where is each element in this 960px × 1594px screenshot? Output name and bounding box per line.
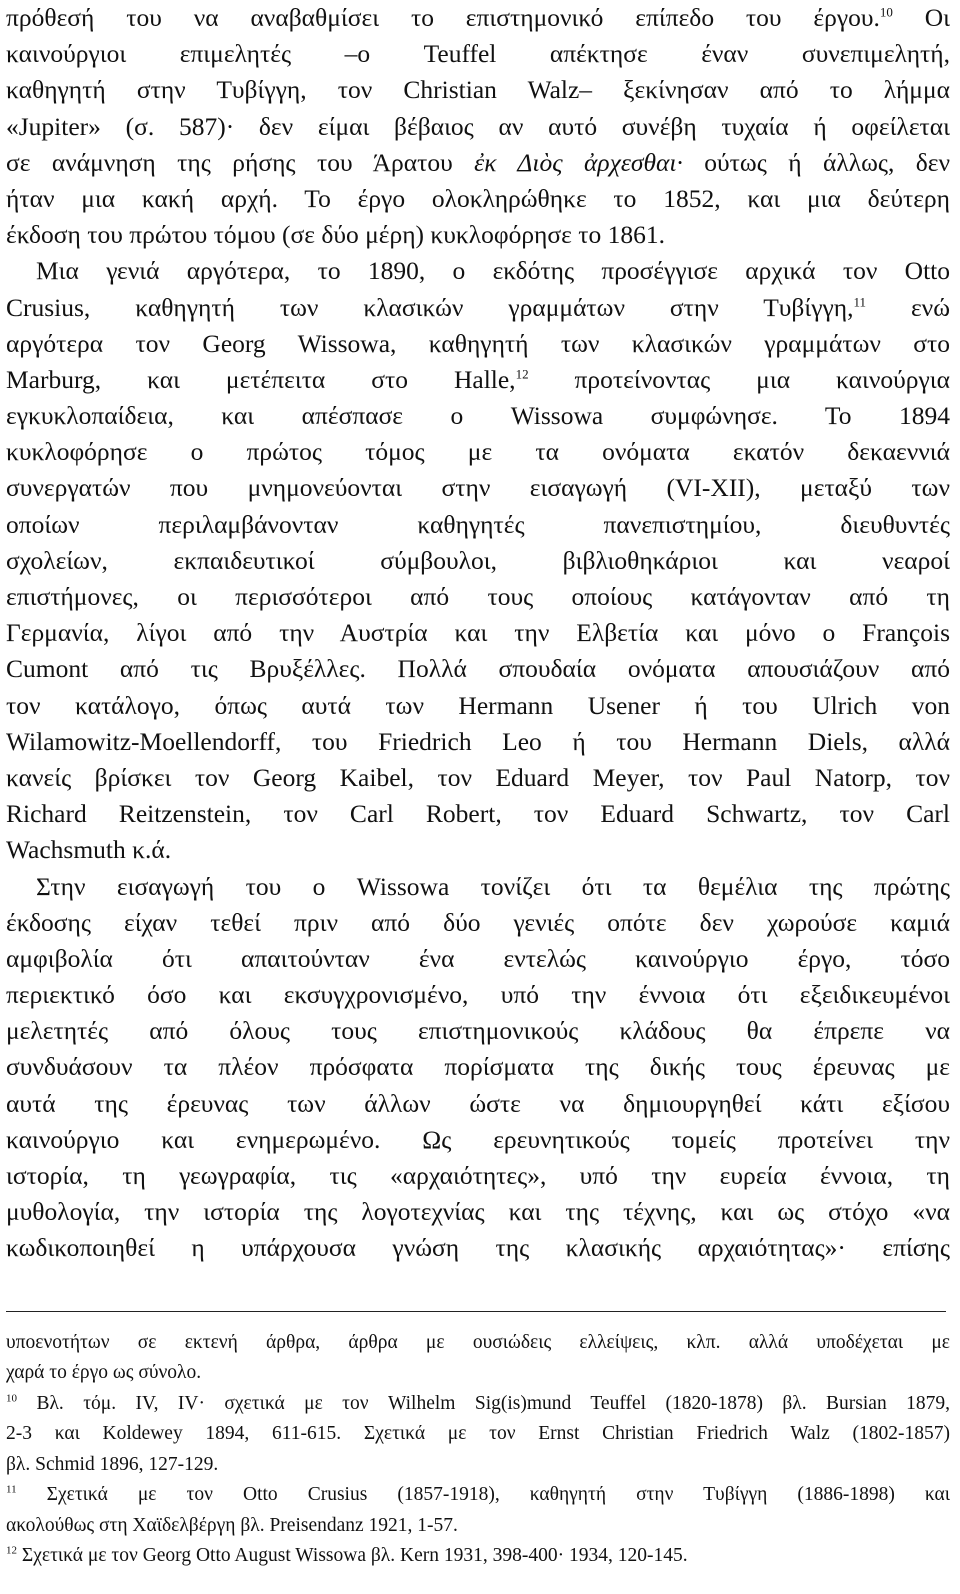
text-line: επιστήμονες, οι περισσότεροι από τους οποίους κατάγονταν από τη	[6, 582, 950, 611]
footnote-ref[interactable]: 12	[515, 366, 529, 382]
footnotes	[6, 1328, 950, 1572]
text-line: συνεργατών που μνημονεύονται στην εισαγωγή (VI-XII), μεταξύ των	[6, 473, 950, 503]
text-line: κανείς βρίσκει τον Georg Kaibel, τον Eduard Meyer, τον Paul Natorp, τον	[6, 762, 950, 792]
footnote-11: $^{11}$ Σχετικά με τον Otto Crusius (1857-1918), καθηγητή στην Τυβίγγη (1886-1898) και	[6, 1483, 951, 1506]
footnote-ref[interactable]: 11	[853, 294, 867, 309]
text-line: Στην εισαγωγή του ο Wissowa τονίζει ότι τα θεμέλια της πρώτης	[36, 871, 950, 901]
footnote-line: ακολούθως στη Χαϊδελβέργη βλ. Preisendanz 1921, 1-57.	[6, 1514, 458, 1536]
text-line: Crusius, καθηγητή των κλασικών γραμμάτων στην Τυβίγγη,$^{11}$ ενώ	[6, 292, 950, 322]
footnote-number: 12	[6, 1544, 17, 1557]
main-text	[6, 0, 950, 1267]
text-line: ιστορία, τη γεωγραφία, τις «αρχαιότητες», υπό την ευρεία έννοια, τη	[6, 1161, 950, 1190]
footnote-line: 2-3 και Koldewey 1894, 611-615. Σχετικά με τον Ernst Christian Friedrich Walz (1802-1857)	[6, 1423, 950, 1445]
text-line: καινούργιοι επιμελητές –ο Teuffel απέκτησε έναν συνεπιμελητή,	[6, 39, 950, 69]
text-line: καθηγητή στην Τυβίγγη, τον Christian Walz– ξεκίνησαν από το λήμμα	[6, 75, 950, 105]
text-line: Cumont από τις Βρυξέλλες. Πολλά σπουδαία ονόματα απουσιάζουν από	[6, 654, 950, 684]
text-line: έκδοσης είχαν τεθεί πριν από δύο γενιές οπότε δεν χωρούσε καμιά	[6, 907, 950, 937]
text-line: περιεκτικό όσο και εκσυγχρονισμένο, υπό την έννοια ότι εξειδικευμένοι	[6, 980, 950, 1010]
footnote-number: 10	[6, 1392, 17, 1405]
footnote-line: βλ. Schmid 1896, 127-129.	[6, 1453, 219, 1475]
text-line: «Jupiter» (σ. 587)· δεν είμαι βέβαιος αν αυτό συνέβη τυχαία ή οφείλεται	[6, 111, 950, 141]
text-line: Marburg, και μετέπειτα στο Halle,$^{12}$ προτείνοντας μια καινούργια	[6, 364, 950, 394]
footnote-ref[interactable]: 10	[879, 4, 893, 20]
text-line: έκδοση του πρώτου τόμου (σε δύο μέρη) κυκλοφόρησε το 1861.	[6, 220, 665, 250]
footnote-10: $^{10}$ Βλ. τόμ. IV, IV· σχετικά με τον Wilhelm Sig(is)mund Teuffel (1820-1878) βλ. Bursian 1879,	[6, 1392, 951, 1414]
text-line: αμφιβολία ότι απαιτούνταν ένα εντελώς καινούργιο έργο, τόσο	[6, 943, 950, 973]
text-line: Μια γενιά αργότερα, το 1890, ο εκδότης προσέγγισε αρχικά τον Otto	[36, 256, 950, 286]
text-line: σχολείων, εκπαιδευτικοί σύμβουλοι, βιβλιοθηκάριοι και νεαροί	[6, 545, 950, 575]
text-line: Wachsmuth κ.ά.	[6, 835, 172, 865]
footnote-line: χαρά το έργο ως σύνολο.	[6, 1362, 202, 1384]
text-line: καινούργιο και ενημερωμένο. Ως ερευνητικούς τομείς προτείνει την	[6, 1124, 950, 1154]
text-line: κωδικοποιηθεί η υπάρχουσα γνώση της κλασικής αρχαιότητας»· επίσης	[6, 1233, 950, 1263]
text-line: σε ανάμνηση της ρήσης του Άρατου ἐκ Διὸς ἀρχεσθαι· ούτως ή άλλως, δεν	[6, 147, 951, 177]
text-line: Richard Reitzenstein, τον Carl Robert, τον Eduard Schwartz, τον Carl	[6, 799, 950, 829]
text-line: συνδυάσουν τα πλέον πρόσφατα πορίσματα της δικής τους έρευνας με	[6, 1052, 950, 1082]
text-line: εγκυκλοπαίδεια, και απέσπασε ο Wissowa συμφώνησε. Το 1894	[6, 401, 950, 431]
text-line: Wilamowitz-Moellendorff, του Friedrich Leo ή του Hermann Diels, αλλά	[6, 726, 950, 756]
text-line: μελετητές από όλους τους επιστημονικούς κλάδους θα έπρεπε να	[6, 1016, 950, 1046]
footnote-divider	[6, 1311, 946, 1312]
text-line: αργότερα τον Georg Wissowa, καθηγητή των κλασικών γραμμάτων στο	[6, 328, 950, 358]
footnote-number: 11	[6, 1483, 17, 1496]
greek-quote: ἐκ Διὸς ἀρχεσθαι·	[474, 147, 683, 177]
text-line: Γερμανία, λίγοι από την Αυστρία και την Ελβετία και μόνο ο François	[6, 618, 950, 648]
text-line: μυθολογία, την ιστορία της λογοτεχνίας και της τέχνης, και ως στόχο «να	[6, 1197, 950, 1227]
text-line: τον κατάλογο, όπως αυτά των Hermann Usener ή του Ulrich von	[6, 690, 950, 720]
text-line: αυτά της έρευνας των άλλων ώστε να δημιουργηθεί κάτι εξίσου	[6, 1088, 950, 1118]
text-line: οποίων περιλαμβάνονταν καθηγητές πανεπιστημίου, διευθυντές	[6, 509, 950, 539]
text-line: πρόθεσή του να αναβαθμίσει το επιστημονικό επίπεδο του έργου.$^{10}$ Οι	[6, 3, 950, 32]
footnote-12: $^{12}$ Σχετικά με τον Georg Otto August Wissowa βλ. Kern 1931, 398-400· 1934, 120-145.	[6, 1544, 688, 1567]
text-line: ήταν μια κακή αρχή. Το έργο ολοκληρώθηκε το 1852, και μια δεύτερη	[6, 183, 950, 213]
text-line: κυκλοφόρησε ο πρώτος τόμος με τα ονόματα εκατόν δεκαεννιά	[6, 437, 950, 467]
footnote-line: υποενοτήτων σε εκτενή άρθρα, άρθρα με ουσιώδεις ελλείψεις, κλπ. αλλά υποδέχεται με	[6, 1331, 950, 1353]
